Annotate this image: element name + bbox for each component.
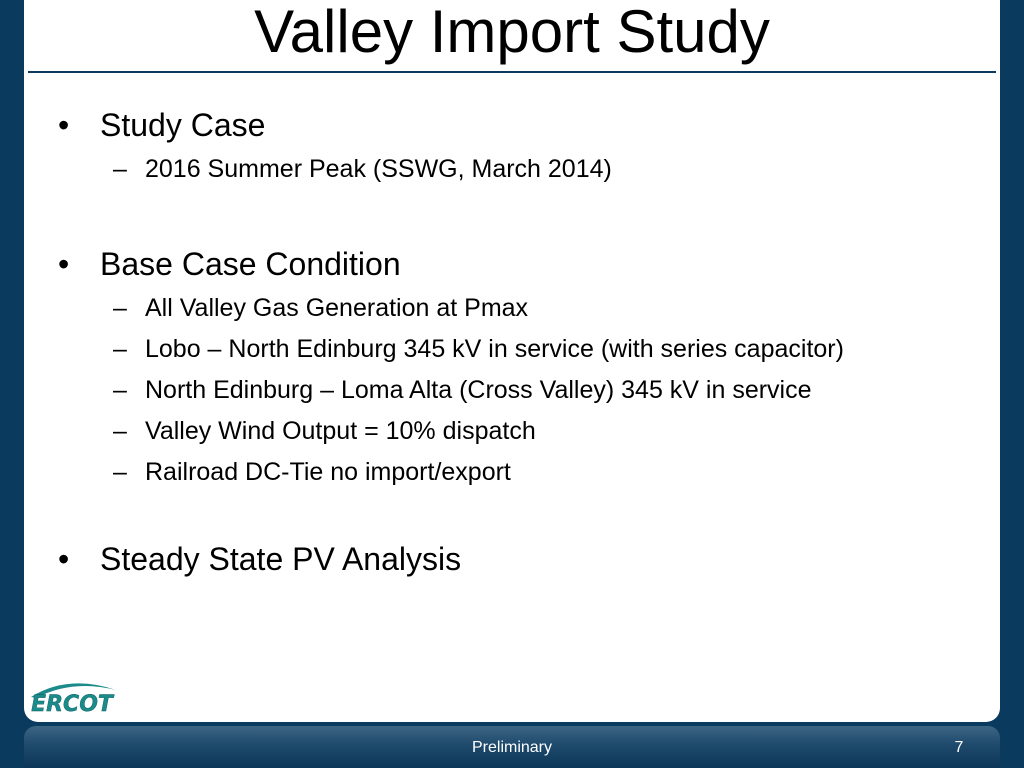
subitem-lobo-line [113,334,844,364]
dash-marker: – [113,458,127,486]
dash-marker: – [113,417,127,445]
title-divider [28,71,996,73]
subitem-cross-valley-line [113,375,812,405]
ercot-logo [28,676,120,716]
dash-marker: – [113,376,127,404]
subitem-dc-tie [113,457,511,487]
bullet-study-case [58,107,266,143]
slide-title: Valley Import Study [254,0,770,65]
bullet-text: Steady State PV Analysis [100,541,462,577]
dash-marker: – [113,294,127,322]
subitem-wind-output [113,416,536,446]
subitem-gas-generation [113,293,529,323]
subitem-text: Railroad DC-Tie no import/export [145,458,511,486]
ercot-logo-icon [28,676,120,716]
logo-wordmark: ERCOT [31,692,113,716]
bullet-marker: • [58,541,70,577]
dash-marker: – [113,155,127,183]
bullet-text: Base Case Condition [100,246,401,282]
subitem-text: North Edinburg – Loma Alta (Cross Valley) 345 kV in service [145,376,812,404]
subitem-text: All Valley Gas Generation at Pmax [145,294,529,322]
bullet-text: Study Case [100,107,266,143]
dash-marker: – [113,335,127,363]
bullet-marker: • [58,107,70,143]
subitem-text: Lobo – North Edinburg 345 kV in service (with series capacitor) [145,335,844,363]
bullet-pv-analysis [58,541,462,577]
bullet-marker: • [58,246,70,282]
page-number: 7 [954,739,964,756]
bullet-base-case [58,246,401,282]
subitem-text: Valley Wind Output = 10% dispatch [145,417,536,445]
footer-label: Preliminary [471,739,552,756]
subitem-text: 2016 Summer Peak (SSWG, March 2014) [145,155,612,183]
subitem-summer-peak [113,154,612,184]
